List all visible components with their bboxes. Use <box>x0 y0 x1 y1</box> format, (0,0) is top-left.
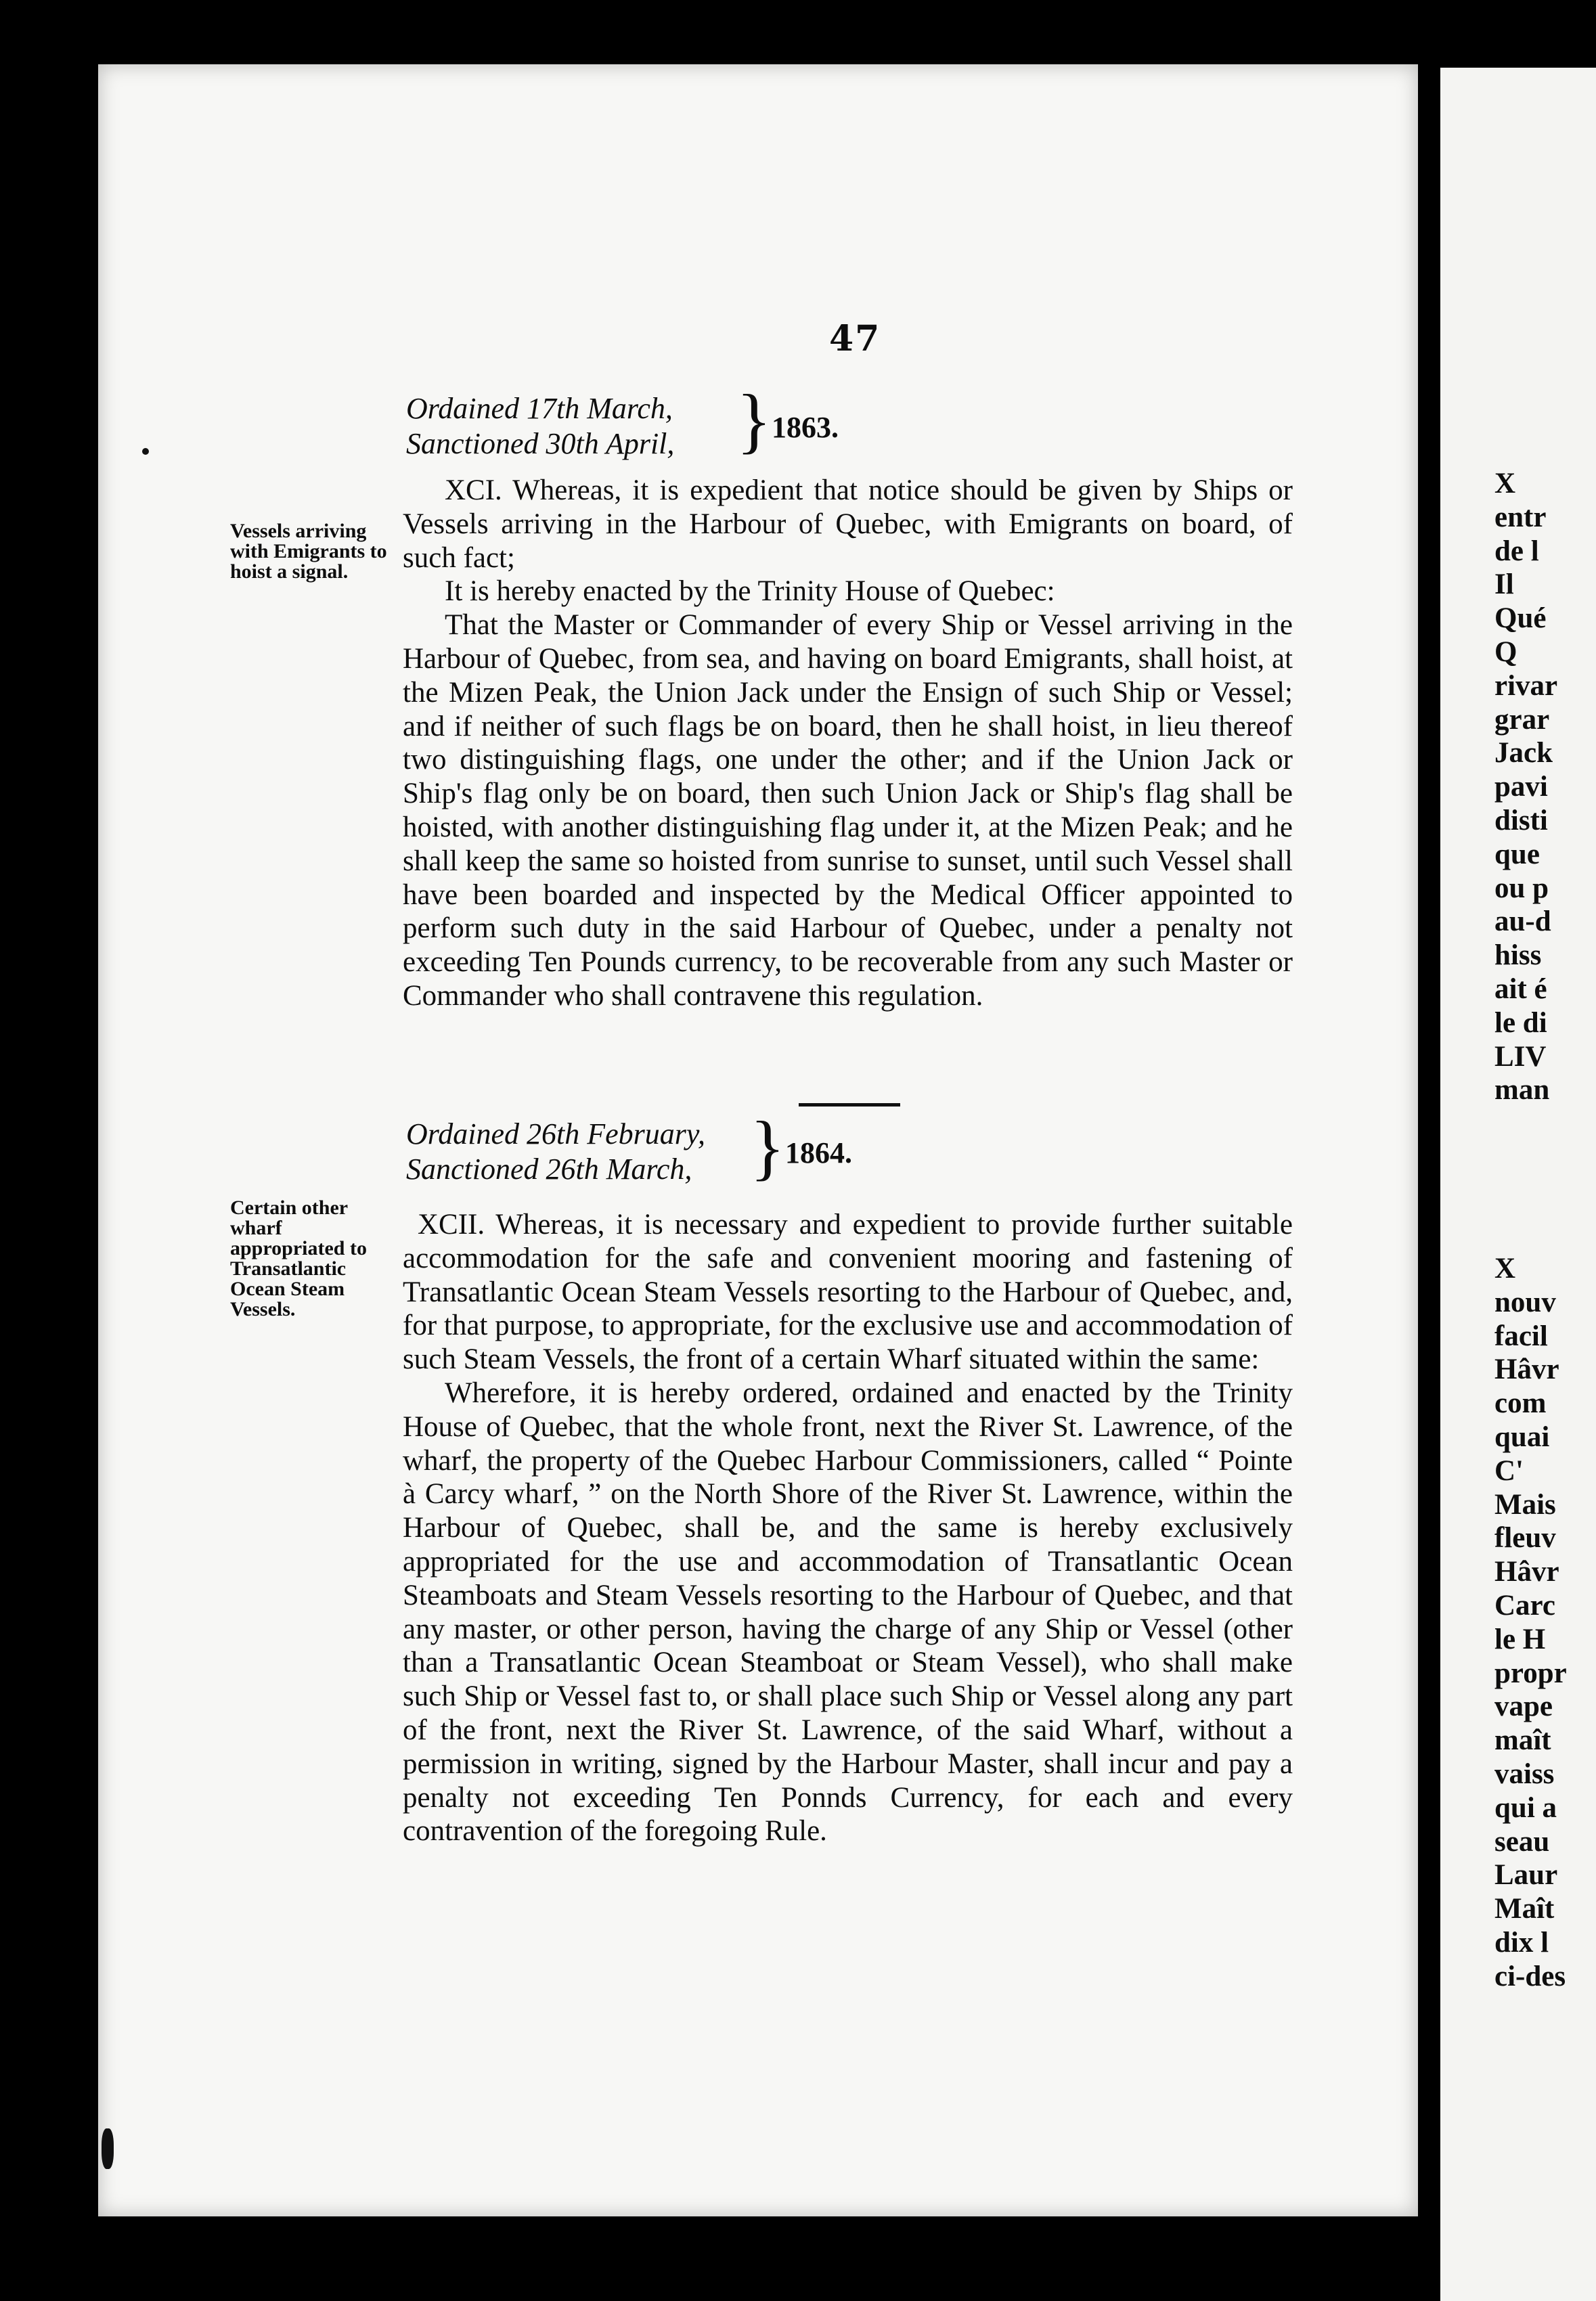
page-number: 47 <box>829 318 881 359</box>
section-xci-preamble: XCI. Whereas, it is expedient that notice should be given by Ships or Vessels arriving in the Harbour of Quebec, with Emigrants on board, of such fact; <box>403 474 1293 574</box>
ordinance-year-1: 1863. <box>772 411 839 444</box>
margin-note-1: Vessels arriving with Emigrants to hoist a signal. <box>230 520 387 583</box>
section-divider <box>799 1103 900 1107</box>
date-sanctioned: Sanctioned 30th April, <box>406 427 675 460</box>
section-xci-enactment: It is hereby enacted by the Trinity House of Quebec: <box>445 575 1055 608</box>
ordinance-dates-1 <box>406 391 674 462</box>
ink-spot <box>142 448 149 455</box>
section-xci <box>403 474 1293 1013</box>
section-xcii-preamble: XCII. Whereas, it is necessary and expedient to provide further suitable accommodation for the safe and convenient mooring and fastening of Transatlantic Ocean Steam Vessels resorting to the Harbour of Quebec, and, for that purpose, to appropriate, for the exclusive use and accommodation of such Steam Vessels, the front of a certain Wharf situated within the same: <box>403 1209 1293 1376</box>
margin-note-2: Certain other wharf appropriated to Transatlantic Ocean Steam Vessels. <box>230 1197 367 1320</box>
facing-page-text-block-1: X entr de l Il Qué Q rivar grar Jack pavi disti que ou p au-d hiss ait é le di LIV man <box>1494 468 1558 1107</box>
date-sanctioned: Sanctioned 26th March, <box>406 1153 692 1186</box>
brace: } <box>750 1107 785 1188</box>
facing-page-text-block-2: X nouv facil Hâvr com quai C' Mais fleuv Hâvr Carc le H propr vape maît vaiss qui a seau Laur Maît dix l ci-des <box>1494 1253 1567 1992</box>
date-ordained: Ordained 17th March, <box>406 392 673 425</box>
ordinance-year-2: 1864. <box>785 1136 852 1169</box>
date-ordained: Ordained 26th February, <box>406 1117 705 1150</box>
ink-spot <box>102 2128 114 2169</box>
brace: } <box>736 380 772 461</box>
section-xcii <box>403 1208 1293 1848</box>
section-xcii-body: Wherefore, it is hereby ordered, ordained and enacted by the Trinity House of Quebec, that the whole front, next the River St. Lawrence, of the wharf, the property of the Quebec Harbour Commissioners, called “ Pointe à Carcy wharf, ” on the North Shore of the River St. Lawrence, within the Harbour of Quebec, shall be, and the same is hereby exclusively appropriated for the use and accommodation of Transatlantic Ocean Steamboats and Steam Vessels resorting to the Harbour of Quebec, and that any master, or other person, having the charge of any Ship or Vessel (other than a Transatlantic Ocean Steamboat or Steam Vessel), who shall make such Ship or Vessel fast to, or shall place such Ship or Vessel along any part of the front, next the River St. Lawrence, of the said Wharf, without a permission in writing, signed by the Harbour Master, shall incur and pay a penalty not exceeding Ten Ponnds Currency, for each and every contravention of the foregoing Rule. <box>403 1377 1293 1848</box>
ordinance-dates-2 <box>406 1117 705 1187</box>
facing-page-edge <box>1440 68 1596 2301</box>
section-xci-body: That the Master or Commander of every Ship or Vessel arriving in the Harbour of Quebec, from sea, and having on board Emigrants, shall hoist, at the Mizen Peak, the Union Jack under the Ensign of such Ship or Vessel; and if neither of such flags be on board, then he shall hoist, in lieu thereof two distinguishing flags, one under the other; and if the Union Jack or Ship's flag only be on board, then such Union Jack or Ship's flag shall be hoisted, with another distinguishing flag under it, at the Mizen Peak; and he shall keep the same so hoisted from sunrise to sunset, until such Vessel shall have been boarded and inspected by the Medical Officer appointed to perform such duty in the said Harbour of Quebec, under a penalty not exceeding Ten Pounds currency, to be recoverable from any such Master or Commander who shall contravene this regulation. <box>403 609 1293 1012</box>
